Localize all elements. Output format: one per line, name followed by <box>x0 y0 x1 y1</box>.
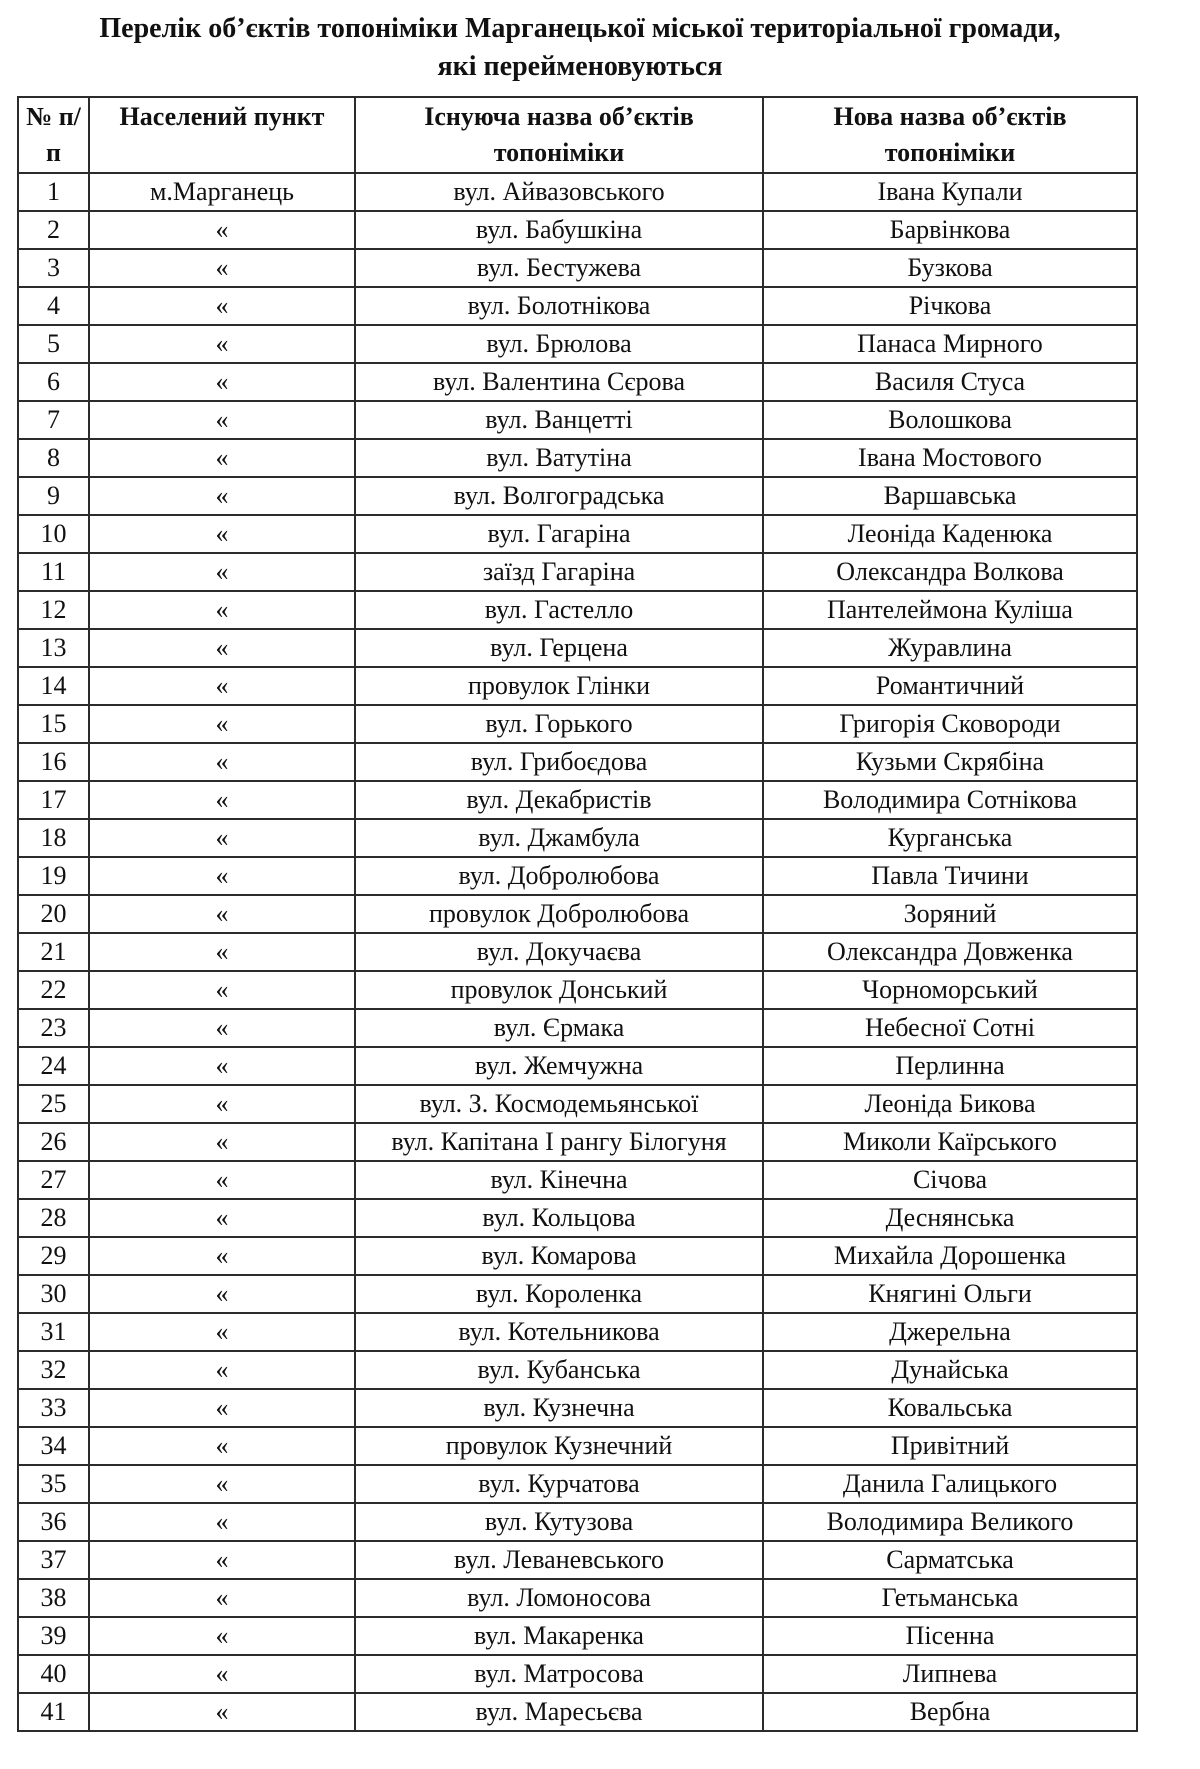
cell-existing-name: вул. Макаренка <box>355 1617 763 1655</box>
cell-number: 19 <box>18 857 89 895</box>
cell-new-name: Володимира Сотнікова <box>763 781 1137 819</box>
cell-new-name: Володимира Великого <box>763 1503 1137 1541</box>
header-settlement: Населений пункт <box>89 97 355 173</box>
cell-settlement: « <box>89 439 355 477</box>
table-row <box>18 1351 1137 1389</box>
cell-new-name: Зоряний <box>763 895 1137 933</box>
cell-number: 16 <box>18 743 89 781</box>
cell-settlement: « <box>89 743 355 781</box>
cell-settlement: « <box>89 629 355 667</box>
cell-existing-name: вул. Джамбула <box>355 819 763 857</box>
table-row <box>18 1123 1137 1161</box>
cell-existing-name: вул. Ванцетті <box>355 401 763 439</box>
toponym-rename-table <box>17 96 1138 1732</box>
cell-existing-name: заїзд Гагаріна <box>355 553 763 591</box>
cell-number: 32 <box>18 1351 89 1389</box>
cell-new-name: Олександра Волкова <box>763 553 1137 591</box>
cell-settlement: « <box>89 287 355 325</box>
table-row <box>18 553 1137 591</box>
cell-new-name: Григорія Сковороди <box>763 705 1137 743</box>
cell-settlement: « <box>89 1009 355 1047</box>
table-row <box>18 1199 1137 1237</box>
cell-settlement: « <box>89 1199 355 1237</box>
cell-number: 3 <box>18 249 89 287</box>
table-row <box>18 1047 1137 1085</box>
cell-new-name: Данила Галицького <box>763 1465 1137 1503</box>
cell-existing-name: вул. Кольцова <box>355 1199 763 1237</box>
table-row <box>18 743 1137 781</box>
cell-existing-name: вул. Жемчужна <box>355 1047 763 1085</box>
cell-number: 31 <box>18 1313 89 1351</box>
cell-new-name: Барвінкова <box>763 211 1137 249</box>
cell-new-name: Дунайська <box>763 1351 1137 1389</box>
cell-number: 29 <box>18 1237 89 1275</box>
table-row <box>18 857 1137 895</box>
cell-settlement: « <box>89 477 355 515</box>
cell-new-name: Сарматська <box>763 1541 1137 1579</box>
cell-new-name: Івана Мостового <box>763 439 1137 477</box>
cell-settlement: « <box>89 1351 355 1389</box>
cell-number: 30 <box>18 1275 89 1313</box>
cell-settlement: « <box>89 857 355 895</box>
table-row <box>18 591 1137 629</box>
table-row <box>18 629 1137 667</box>
cell-settlement: « <box>89 1275 355 1313</box>
cell-number: 38 <box>18 1579 89 1617</box>
table-row <box>18 1275 1137 1313</box>
cell-new-name: Джерельна <box>763 1313 1137 1351</box>
cell-new-name: Січова <box>763 1161 1137 1199</box>
cell-existing-name: вул. Кубанська <box>355 1351 763 1389</box>
cell-new-name: Михайла Дорошенка <box>763 1237 1137 1275</box>
cell-settlement: « <box>89 1693 355 1731</box>
table-body <box>18 173 1137 1731</box>
cell-number: 9 <box>18 477 89 515</box>
cell-settlement: « <box>89 401 355 439</box>
table-row <box>18 1503 1137 1541</box>
cell-new-name: Леоніда Бикова <box>763 1085 1137 1123</box>
table-row <box>18 401 1137 439</box>
cell-settlement: « <box>89 591 355 629</box>
cell-new-name: Перлинна <box>763 1047 1137 1085</box>
table-row <box>18 933 1137 971</box>
cell-new-name: Вербна <box>763 1693 1137 1731</box>
table-row <box>18 971 1137 1009</box>
cell-settlement: « <box>89 1541 355 1579</box>
cell-settlement: « <box>89 211 355 249</box>
table-row <box>18 1465 1137 1503</box>
cell-settlement: « <box>89 667 355 705</box>
table-row <box>18 819 1137 857</box>
cell-new-name: Волошкова <box>763 401 1137 439</box>
table-row <box>18 1427 1137 1465</box>
cell-new-name: Ковальська <box>763 1389 1137 1427</box>
table-header-row <box>18 97 1137 173</box>
cell-existing-name: вул. Єрмака <box>355 1009 763 1047</box>
cell-settlement: м.Марганець <box>89 173 355 211</box>
cell-number: 21 <box>18 933 89 971</box>
cell-number: 28 <box>18 1199 89 1237</box>
cell-existing-name: вул. Комарова <box>355 1237 763 1275</box>
cell-number: 35 <box>18 1465 89 1503</box>
cell-new-name: Пантелеймона Куліша <box>763 591 1137 629</box>
table-row <box>18 1693 1137 1731</box>
cell-existing-name: вул. Короленка <box>355 1275 763 1313</box>
table-row <box>18 1389 1137 1427</box>
table-row <box>18 325 1137 363</box>
cell-new-name: Привітний <box>763 1427 1137 1465</box>
cell-number: 4 <box>18 287 89 325</box>
table-row <box>18 1085 1137 1123</box>
cell-settlement: « <box>89 1085 355 1123</box>
cell-number: 17 <box>18 781 89 819</box>
cell-settlement: « <box>89 781 355 819</box>
cell-existing-name: вул. Кузнечна <box>355 1389 763 1427</box>
cell-settlement: « <box>89 895 355 933</box>
cell-number: 13 <box>18 629 89 667</box>
header-new-name: Нова назва об’єктів топоніміки <box>763 97 1137 173</box>
cell-new-name: Василя Стуса <box>763 363 1137 401</box>
table-row <box>18 477 1137 515</box>
cell-settlement: « <box>89 515 355 553</box>
cell-number: 27 <box>18 1161 89 1199</box>
table-row <box>18 173 1137 211</box>
cell-new-name: Романтичний <box>763 667 1137 705</box>
table-row <box>18 895 1137 933</box>
table-row <box>18 1313 1137 1351</box>
cell-existing-name: вул. Валентина Сєрова <box>355 363 763 401</box>
table-row <box>18 287 1137 325</box>
cell-existing-name: вул. З. Космодемьянської <box>355 1085 763 1123</box>
table-row <box>18 515 1137 553</box>
cell-settlement: « <box>89 1617 355 1655</box>
cell-existing-name: вул. Горького <box>355 705 763 743</box>
cell-settlement: « <box>89 1655 355 1693</box>
table-row <box>18 249 1137 287</box>
cell-new-name: Гетьманська <box>763 1579 1137 1617</box>
cell-new-name: Варшавська <box>763 477 1137 515</box>
cell-number: 36 <box>18 1503 89 1541</box>
cell-existing-name: вул. Декабристів <box>355 781 763 819</box>
cell-settlement: « <box>89 363 355 401</box>
cell-existing-name: вул. Ломоносова <box>355 1579 763 1617</box>
cell-existing-name: вул. Грибоєдова <box>355 743 763 781</box>
cell-new-name: Небесної Сотні <box>763 1009 1137 1047</box>
cell-new-name: Кузьми Скрябіна <box>763 743 1137 781</box>
cell-new-name: Івана Купали <box>763 173 1137 211</box>
cell-existing-name: вул. Герцена <box>355 629 763 667</box>
cell-number: 15 <box>18 705 89 743</box>
cell-new-name: Олександра Довженка <box>763 933 1137 971</box>
cell-existing-name: вул. Леваневського <box>355 1541 763 1579</box>
cell-settlement: « <box>89 1123 355 1161</box>
cell-number: 26 <box>18 1123 89 1161</box>
cell-number: 22 <box>18 971 89 1009</box>
table-row <box>18 211 1137 249</box>
cell-settlement: « <box>89 1465 355 1503</box>
cell-number: 2 <box>18 211 89 249</box>
table-row <box>18 1237 1137 1275</box>
cell-existing-name: вул. Волгоградська <box>355 477 763 515</box>
cell-number: 1 <box>18 173 89 211</box>
cell-existing-name: вул. Матросова <box>355 1655 763 1693</box>
cell-existing-name: вул. Гастелло <box>355 591 763 629</box>
cell-new-name: Курганська <box>763 819 1137 857</box>
cell-existing-name: вул. Бабушкіна <box>355 211 763 249</box>
cell-settlement: « <box>89 1503 355 1541</box>
cell-number: 11 <box>18 553 89 591</box>
table-row <box>18 439 1137 477</box>
cell-number: 12 <box>18 591 89 629</box>
cell-existing-name: вул. Капітана І рангу Білогуня <box>355 1123 763 1161</box>
cell-new-name: Княгині Ольги <box>763 1275 1137 1313</box>
cell-settlement: « <box>89 249 355 287</box>
table-row <box>18 1579 1137 1617</box>
document-subtitle: які перейменовуються <box>437 51 723 82</box>
cell-settlement: « <box>89 1237 355 1275</box>
cell-new-name: Миколи Каїрського <box>763 1123 1137 1161</box>
cell-existing-name: вул. Котельникова <box>355 1313 763 1351</box>
cell-number: 41 <box>18 1693 89 1731</box>
cell-number: 18 <box>18 819 89 857</box>
cell-settlement: « <box>89 971 355 1009</box>
cell-number: 40 <box>18 1655 89 1693</box>
cell-new-name: Деснянська <box>763 1199 1137 1237</box>
table-row <box>18 363 1137 401</box>
cell-new-name: Леоніда Каденюка <box>763 515 1137 553</box>
cell-new-name: Річкова <box>763 287 1137 325</box>
cell-new-name: Пісенна <box>763 1617 1137 1655</box>
cell-existing-name: провулок Донський <box>355 971 763 1009</box>
cell-settlement: « <box>89 1389 355 1427</box>
table-row <box>18 667 1137 705</box>
cell-settlement: « <box>89 819 355 857</box>
cell-existing-name: провулок Глінки <box>355 667 763 705</box>
cell-existing-name: вул. Кінечна <box>355 1161 763 1199</box>
cell-number: 33 <box>18 1389 89 1427</box>
cell-existing-name: вул. Бестужева <box>355 249 763 287</box>
table-row <box>18 1617 1137 1655</box>
cell-new-name: Липнева <box>763 1655 1137 1693</box>
cell-existing-name: вул. Добролюбова <box>355 857 763 895</box>
cell-number: 24 <box>18 1047 89 1085</box>
cell-settlement: « <box>89 1047 355 1085</box>
cell-number: 39 <box>18 1617 89 1655</box>
cell-existing-name: вул. Гагаріна <box>355 515 763 553</box>
cell-settlement: « <box>89 1427 355 1465</box>
cell-new-name: Бузкова <box>763 249 1137 287</box>
header-existing-name: Існуюча назва об’єктів топоніміки <box>355 97 763 173</box>
cell-number: 20 <box>18 895 89 933</box>
cell-settlement: « <box>89 1313 355 1351</box>
table-row <box>18 781 1137 819</box>
table-row <box>18 1161 1137 1199</box>
cell-new-name: Чорноморський <box>763 971 1137 1009</box>
table-row <box>18 1541 1137 1579</box>
cell-number: 37 <box>18 1541 89 1579</box>
table-row <box>18 1655 1137 1693</box>
cell-existing-name: вул. Маресьєва <box>355 1693 763 1731</box>
cell-number: 23 <box>18 1009 89 1047</box>
cell-existing-name: провулок Добролюбова <box>355 895 763 933</box>
cell-settlement: « <box>89 1579 355 1617</box>
cell-existing-name: провулок Кузнечний <box>355 1427 763 1465</box>
cell-existing-name: вул. Брюлова <box>355 325 763 363</box>
cell-number: 8 <box>18 439 89 477</box>
document-title: Перелік об’єктів топоніміки Марганецької міської територіальної громади, <box>99 13 1061 44</box>
cell-new-name: Панаса Мирного <box>763 325 1137 363</box>
cell-existing-name: вул. Курчатова <box>355 1465 763 1503</box>
cell-number: 5 <box>18 325 89 363</box>
cell-number: 6 <box>18 363 89 401</box>
cell-existing-name: вул. Ватутіна <box>355 439 763 477</box>
table-row <box>18 1009 1137 1047</box>
cell-settlement: « <box>89 705 355 743</box>
table-row <box>18 705 1137 743</box>
header-number: № п/п <box>18 97 89 173</box>
cell-settlement: « <box>89 553 355 591</box>
cell-existing-name: вул. Докучаєва <box>355 933 763 971</box>
cell-settlement: « <box>89 933 355 971</box>
cell-new-name: Журавлина <box>763 629 1137 667</box>
cell-number: 25 <box>18 1085 89 1123</box>
cell-number: 7 <box>18 401 89 439</box>
cell-number: 14 <box>18 667 89 705</box>
cell-new-name: Павла Тичини <box>763 857 1137 895</box>
cell-existing-name: вул. Кутузова <box>355 1503 763 1541</box>
cell-number: 34 <box>18 1427 89 1465</box>
cell-settlement: « <box>89 1161 355 1199</box>
cell-number: 10 <box>18 515 89 553</box>
cell-existing-name: вул. Айвазовського <box>355 173 763 211</box>
cell-existing-name: вул. Болотнікова <box>355 287 763 325</box>
cell-settlement: « <box>89 325 355 363</box>
